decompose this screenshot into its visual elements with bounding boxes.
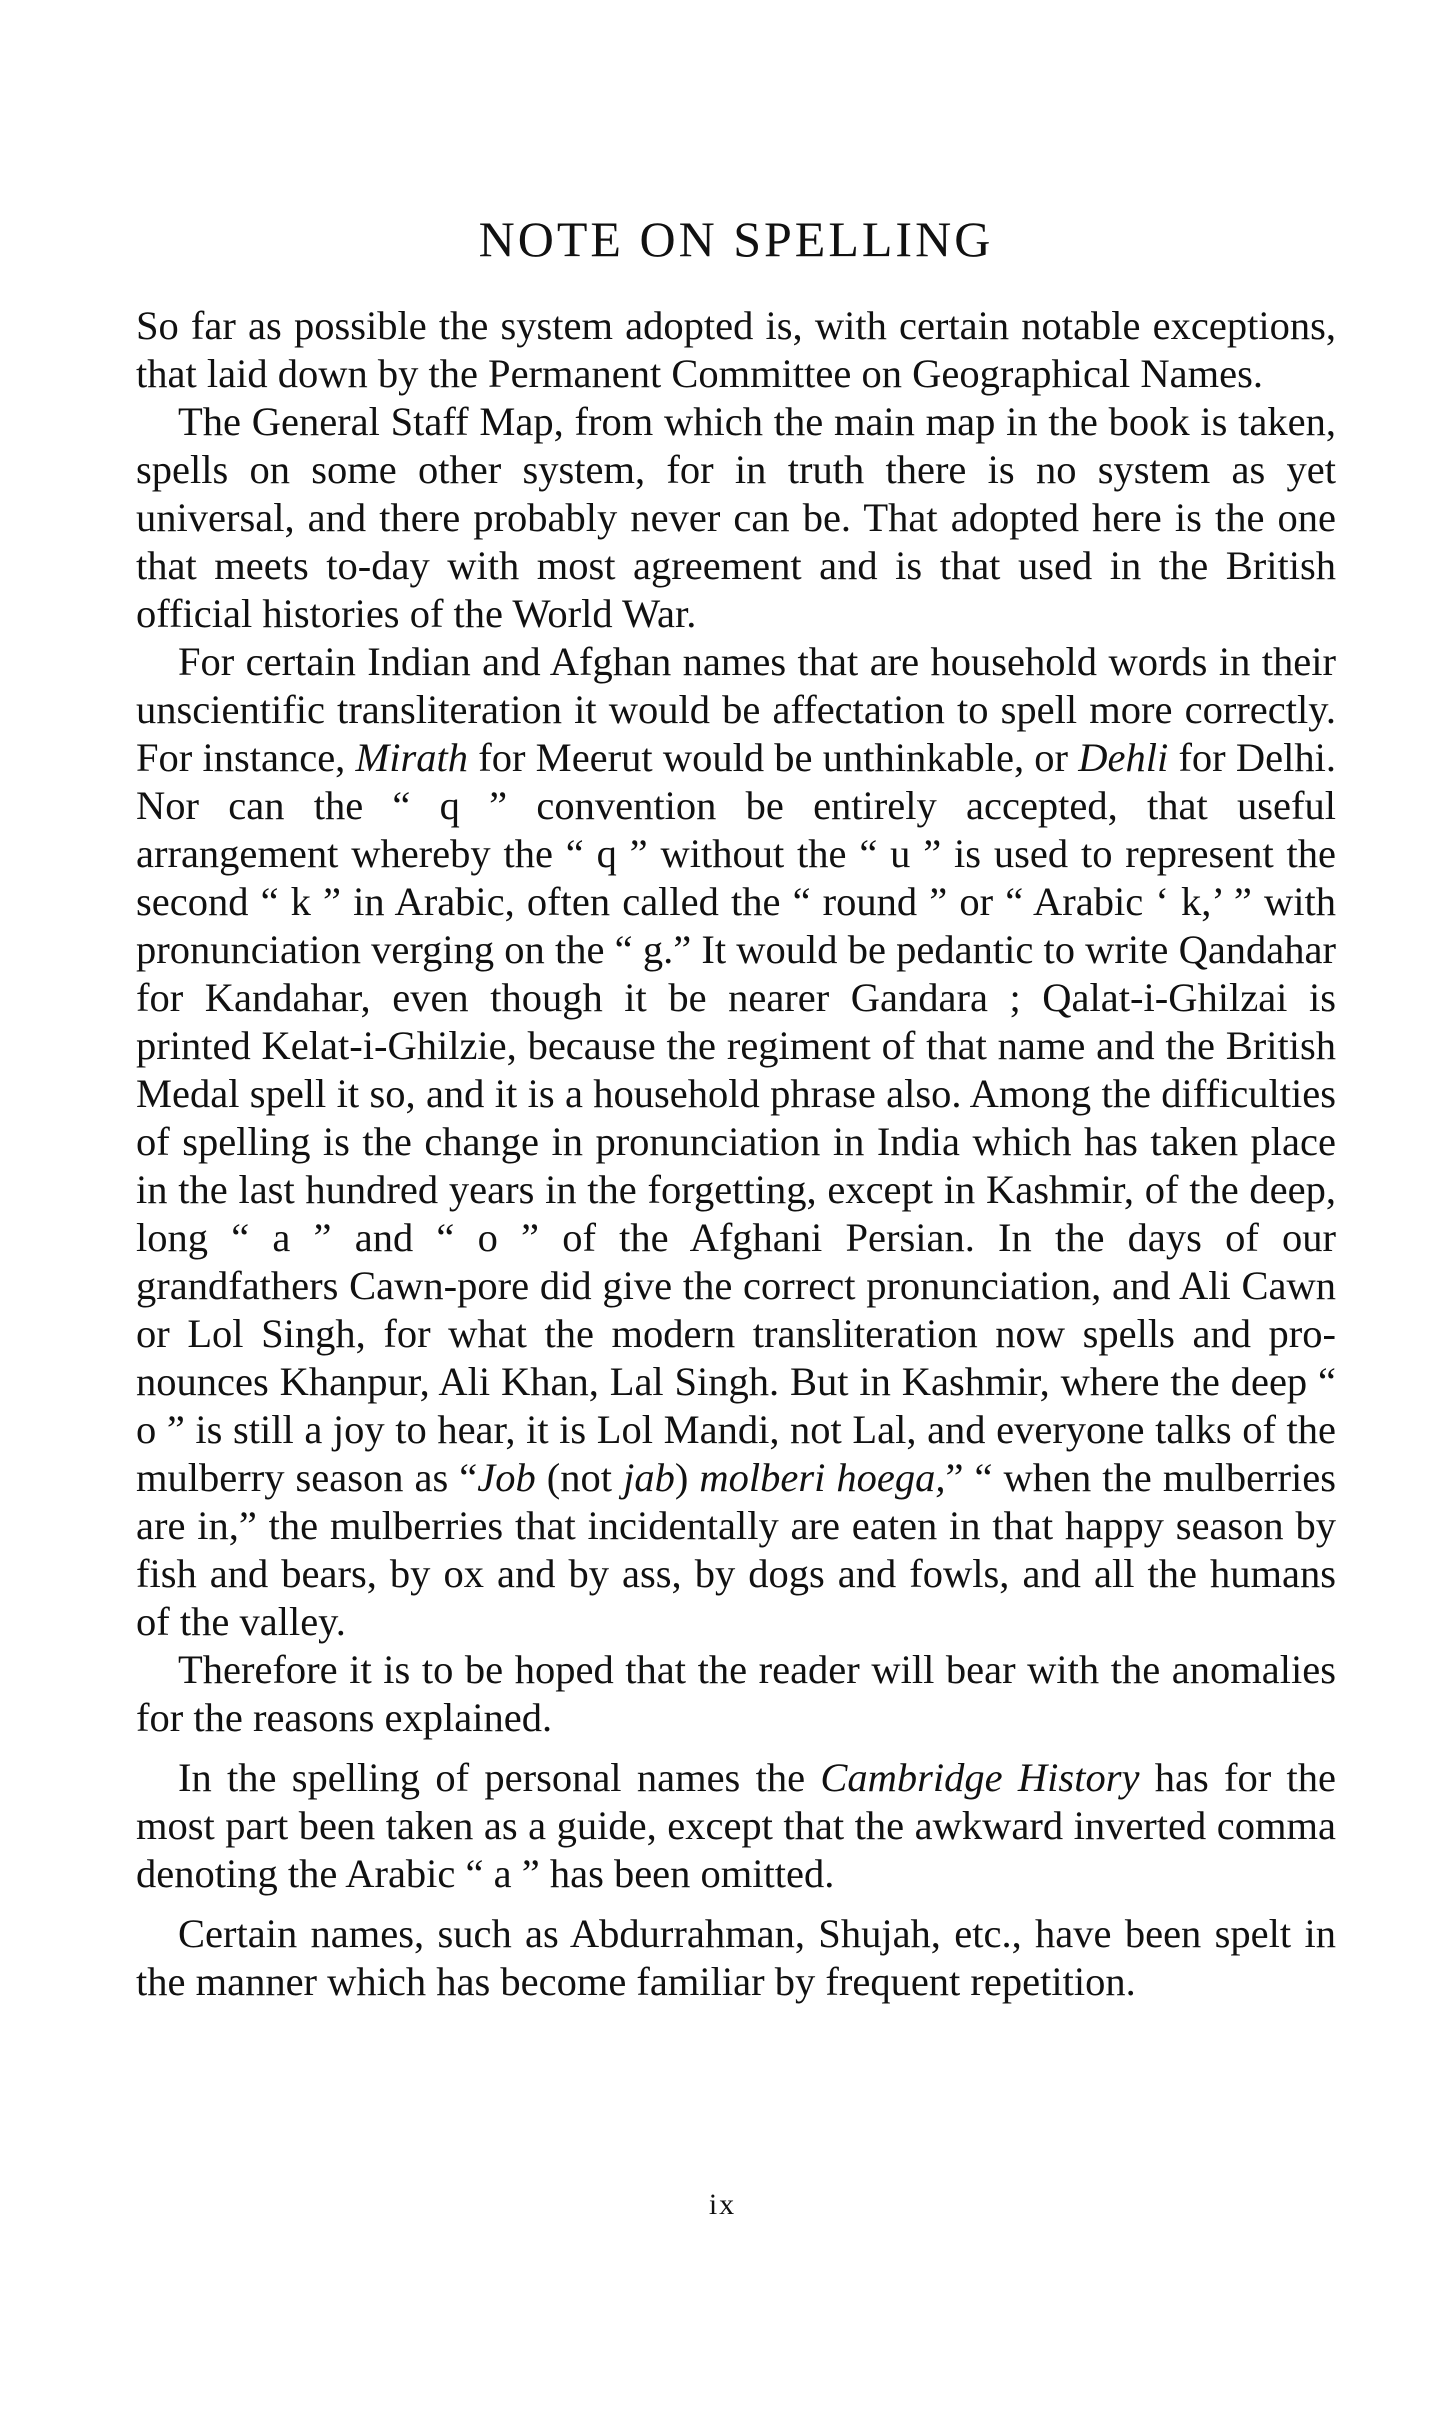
- paragraph-3-text-4: (not: [535, 1455, 624, 1500]
- italic-job: Job: [477, 1455, 536, 1500]
- paragraph-5: [136, 1754, 1336, 1898]
- paragraph-3-text-1: For certain Indian and Afghan names that are household words in their unscientific transliteration it would be affectation to spell more correctly. For instance,: [136, 639, 1336, 780]
- paragraph-3-text-3: for Delhi. Nor can the “ q ” convention be entirely accepted, that useful arrangement whereby the “ q ” without the “ u ” is used to represent the second “ k ” in Arabic, often called the “ round ” or “ Arabic ‘ k,’ ” with pronunciation verging on the “ g.” It would be pedantic to write Qandahar for Kandahar, even though it be nearer Gandara ; Qalat-i-Ghilzai is printed Kelat-i-Ghilzie, because the regiment of that name and the British Medal spell it so, and it is a household phrase also. Among the difficulties of spelling is the change in pronunciation in India which has taken place in the last hundred years in the forgetting, except in Kashmir, of the deep, long “ a ” and “ o ” of the Afghani Persian. In the days of our grandfathers Cawn-pore did give the correct pronunciation, and Ali Cawn or Lol Singh, for what the modern transliteration now spells and pro-nounces Khanpur, Ali Khan, Lal Singh. But in Kashmir, where the deep “ o ” is still a joy to hear, it is Lol Mandi, not Lal, and everyone talks of the mulberry season as “: [136, 735, 1336, 1500]
- paragraph-3: [136, 638, 1336, 1646]
- paragraph-6: Certain names, such as Abdurrahman, Shujah, etc., have been spelt in the manner which has become familiar by frequent repetition.: [136, 1911, 1336, 2004]
- italic-molberi-hoega: molberi hoega,: [699, 1455, 946, 1500]
- paragraph-2: The General Staff Map, from which the main map in the book is taken, spells on some other system, for in truth there is no system as yet universal, and there probably never can be. That adopted here is the one that meets to-day with most agreement and is that used in the British official histories of the World War.: [136, 399, 1336, 636]
- italic-mirath: Mirath: [355, 735, 469, 780]
- italic-dehli: Dehli: [1078, 735, 1169, 780]
- paragraph-1: So far as possible the system adopted is, with certain notable exceptions, that laid down by the Permanent Committee on Geographical Names.: [136, 303, 1336, 396]
- paragraph-3-text-2: for Meerut would be unthinkable, or: [468, 735, 1079, 780]
- paragraph-4: Therefore it is to be hoped that the reader will bear with the anomalies for the reasons explained.: [136, 1647, 1336, 1740]
- page-body: [136, 210, 1336, 2006]
- paragraph-3-text-6: ” “ when the mulberries are in,” the mulberries that incidentally are eaten in that happy season by fish and bears, by ox and by ass, by dogs and fowls, and all the humans of the valley.: [136, 1455, 1337, 1644]
- page-number: ix: [708, 2188, 737, 2221]
- italic-jab: jab: [623, 1455, 675, 1500]
- paragraph-5-text-1: In the spelling of personal names the: [178, 1755, 821, 1800]
- paragraph-3-text-5: ): [674, 1455, 700, 1500]
- page-title: NOTE ON SPELLING: [478, 211, 994, 267]
- italic-cambridge-history: Cambridge History: [820, 1755, 1140, 1800]
- paragraph-5-text-2: has for the most part been taken as a guide, except that the awkward inverted comma denoting the Arabic “ a ” has been omitted.: [136, 1755, 1336, 1896]
